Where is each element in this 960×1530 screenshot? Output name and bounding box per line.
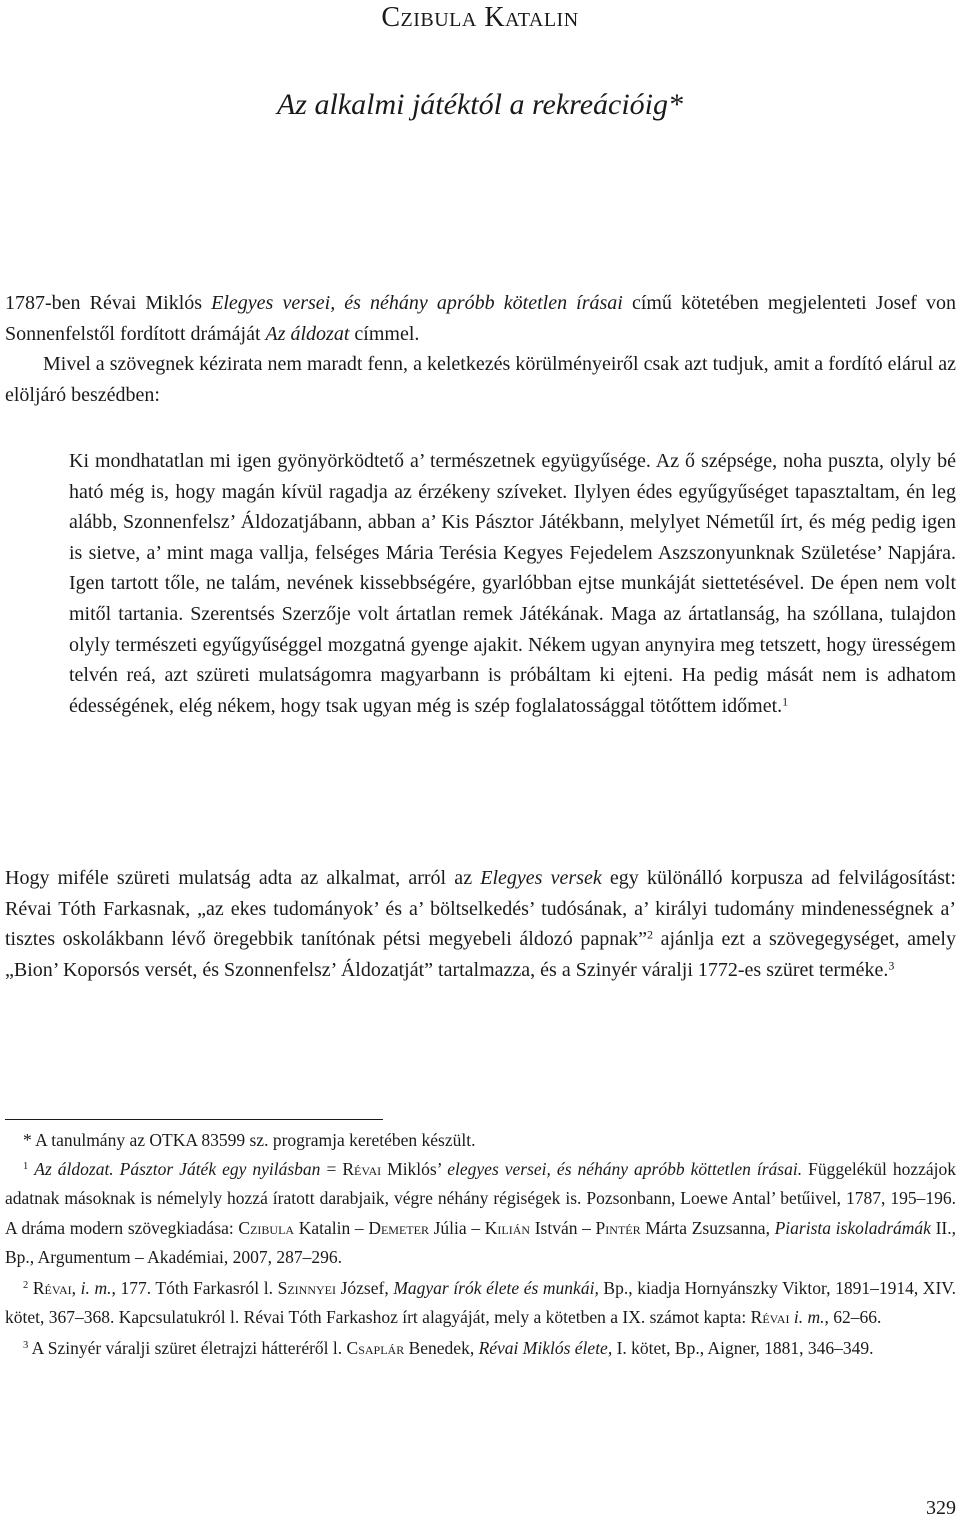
- footnote-number: 3: [23, 1340, 29, 1352]
- text-segment: egy különálló korpusza ad felvilágosítást: Révai Tóth Farkasnak, „az ekes tudományok’ és a’ böltselkedés’ tudósának, a’ királyi tudomány mindenességnek a’ tisztes oskolákbann lévő öregebbik tanítónak pétsi megyebeli áldozó papnak”: [5, 867, 956, 951]
- author-surname: Czibula: [238, 1217, 295, 1238]
- author-surname: Demeter: [368, 1217, 429, 1238]
- italic-text: Magyar írók élete és munkái,: [393, 1278, 599, 1299]
- footnote-3: [5, 1334, 956, 1363]
- footnote-number: 2: [23, 1280, 29, 1292]
- footnote-star: * A tanulmány az OTKA 83599 sz. programja keretében készült.: [23, 1130, 476, 1150]
- footnotes: [5, 1126, 956, 1364]
- book-title: Elegyes versek: [480, 867, 602, 889]
- italic-text: Az áldozat. Pásztor Játék egy nyilásban: [34, 1159, 321, 1180]
- text-segment: Mivel a szövegnek kézirata nem maradt fenn, a keletkezés körülményeiről csak azt tudjuk, amit a fordító elárul az elöljáró beszédben:: [5, 353, 956, 406]
- text-segment: Függelékül hozzájok adatnak másoknak is némelyly hozzá íratott darabjaik, végre néhány régiségek is. Pozsonbann, Loewe Antal’ betűivel, 1787, 195–196. A dráma modern szövegkiadása:: [5, 1159, 957, 1238]
- author-surname: Szinnyei: [277, 1278, 336, 1299]
- author-surname: Révai: [32, 1278, 72, 1299]
- text-segment: Júlia –: [428, 1217, 485, 1238]
- footnote-ref[interactable]: 1: [782, 694, 789, 709]
- italic-text: elegyes versei, és néhány apróbb köttetlen írásai.: [447, 1159, 803, 1180]
- body-paragraph: [5, 863, 956, 985]
- drama-title: Az áldozat: [265, 322, 350, 345]
- italic-text: Révai Miklós élete,: [478, 1338, 613, 1359]
- book-title: Elegyes versei, és néhány apróbb kötetlen írásai: [211, 292, 623, 314]
- footnote-2: [5, 1274, 956, 1332]
- text-segment: József,: [335, 1278, 394, 1299]
- author-surname: Révai: [342, 1159, 382, 1180]
- author-surname: Kilián: [484, 1217, 531, 1238]
- text-segment: I. kötet, Bp., Aigner, 1881, 346–349.: [612, 1338, 874, 1359]
- text-segment: Katalin –: [294, 1217, 369, 1238]
- text-segment: =: [320, 1159, 343, 1180]
- text-segment: Bp., kiadja Hornyánszky Viktor, 1891–1914, XIV. kötet, 367–368. Kapcsulatukról l. Révai Tóth Farkashoz írt alagyáját, mely a kötetben a IX. számot kapta:: [5, 1278, 957, 1328]
- italic-text: i. m.: [793, 1307, 825, 1328]
- block-quote: [69, 446, 956, 721]
- text-segment: című kötetében megjelenteti Josef von Sonnenfelstől fordított drámáját: [5, 292, 956, 345]
- text-segment: ,: [71, 1278, 81, 1299]
- text-segment: , 177. Tóth Farkasról l.: [111, 1278, 278, 1299]
- footnote-number: 1: [23, 1161, 29, 1173]
- article-title: Az alkalmi játéktól a rekreációig*: [276, 88, 683, 121]
- text-segment: , 62–66.: [824, 1307, 882, 1328]
- intro-paragraph: [5, 288, 956, 410]
- footnote-ref[interactable]: 3: [888, 958, 895, 973]
- author-surname: Révai: [750, 1307, 790, 1328]
- footnote-divider: [5, 1119, 383, 1120]
- text-segment: ajánlja ezt a szövegegységet, amely „Bion’ Koporsós versét, és Szonnenfelsz’ Áldozatját” tartalmazza, és a Szinyér váralji 1772-es szüret terméke.: [5, 928, 956, 981]
- page-number: 329: [926, 1497, 956, 1519]
- author-surname: Csaplár: [346, 1338, 405, 1359]
- text-segment: A Szinyér váralji szüret életrajzi hátteréről l.: [28, 1338, 347, 1359]
- text-segment: Márta Zsuzsanna,: [640, 1217, 775, 1238]
- author-name: Czibula Katalin: [381, 2, 579, 33]
- text-segment: 1787-ben Révai Miklós: [5, 292, 212, 314]
- author-surname: Pintér: [595, 1217, 641, 1238]
- text-segment: Miklós’: [381, 1159, 448, 1180]
- text-segment: Hogy miféle szüreti mulatság adta az alkalmat, arról az: [5, 867, 481, 889]
- text-segment: Benedek,: [404, 1338, 479, 1359]
- footnote-1: [5, 1155, 956, 1272]
- quote-text: Ki mondhatatlan mi igen gyönyörködtető a’ természetnek együgyűsége. Az ő szépsége, noha puszta, olyly bé ható még is, hogy magán kívül ragadja az érzékeny szíveket. Ilylyen édes egyűgyűséget tapasztaltam, én leg alább, Szonnenfelsz’ Áldozatjábann, abban a’ Kis Pásztor Játékbann, melylyet Németűl írt, és még pedig igen is sietve, a’ mint maga vallja, felséges Mária Terésia Kegyes Fejedelem Aszszonyunknak Születése’ Napjára. Igen tartott tőle, ne talám, nevének kissebbségére, gyarlóbban ejtse munkáját siettetésével. De épen nem volt mitől tartania. Szerentsés Szerzője volt ártatlan remek Játékának. Maga az ártatlanság, ha szóllana, tulajdon olyly természeti egyűgyűséggel mozgatná gyenge ajakit. Nékem ugyan anynyira meg tetszett, hogy ürességem telvén reá, azt szüreti mulatságomra magyarbann is próbáltam ki ejteni. Ha pedig mását nem is adhatom édességének, elég nékem, hogy tsak ugyan még is szép foglalatossággal tötőttem időmet.: [69, 450, 956, 717]
- italic-text: i. m.: [80, 1278, 112, 1299]
- italic-text: Piarista iskoladrámák: [774, 1217, 931, 1238]
- footnote-ref[interactable]: 2: [646, 927, 653, 942]
- text-segment: István –: [530, 1217, 596, 1238]
- text-segment: II., Bp., Argumentum – Akadémiai, 2007, 287–296.: [5, 1217, 956, 1267]
- text-segment: címmel.: [349, 322, 420, 345]
